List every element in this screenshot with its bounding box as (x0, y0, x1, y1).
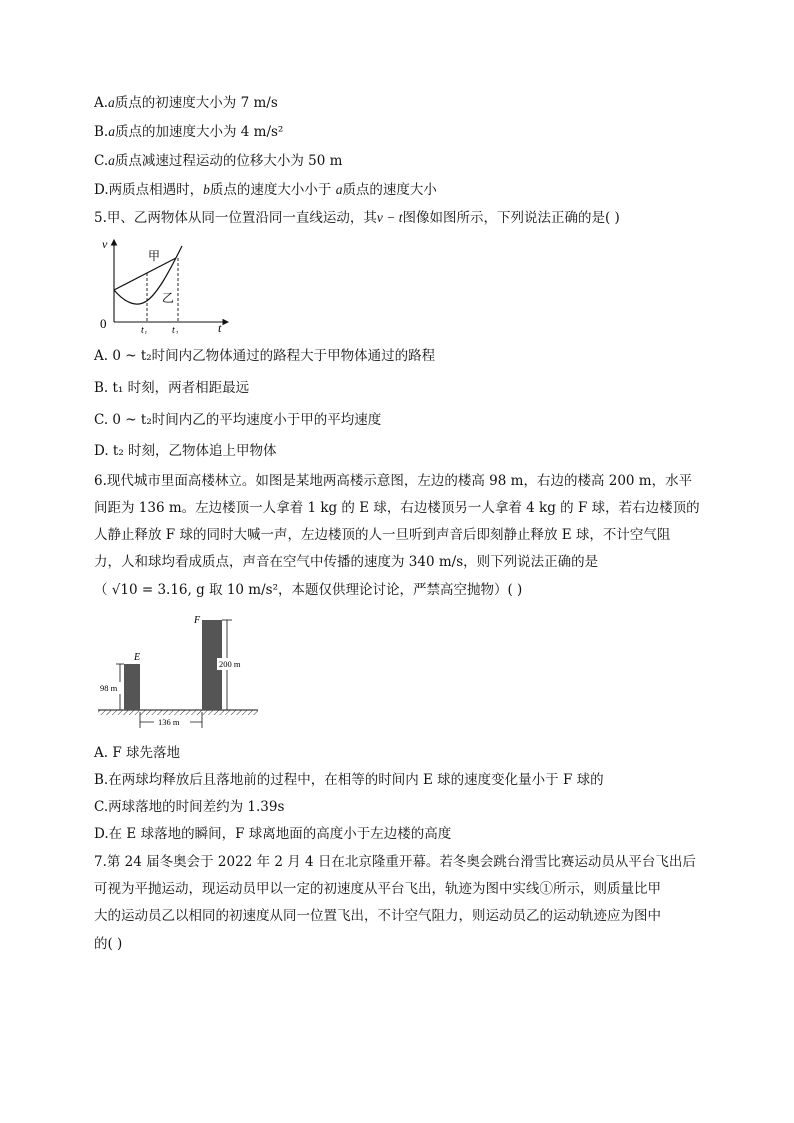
q6-stem-line3: 人静止释放 F 球的同时大喊一声，左边楼顶的人一旦听到声音后即刻静止释放 E 球，不计空气阻 (94, 527, 671, 543)
t-axis-label: t (218, 321, 222, 334)
label-jia: 甲 (148, 249, 161, 263)
v-axis-label: v (102, 237, 108, 251)
q6-stem-line4: 力，人和球均看成质点，声音在空气中传播的速度为 340 m/s，则下列说法正确的是 (94, 554, 599, 570)
q5-option-b: B. t₁ 时刻，两者相距最远 (94, 380, 250, 396)
q6-option-a: A. F 球先落地 (94, 745, 180, 761)
q6-option-d: D.在 E 球落地的瞬间，F 球离地面的高度小于左边楼的高度 (94, 826, 452, 842)
right-height-label: 200 m (219, 659, 241, 669)
left-building (124, 664, 140, 710)
t2-label: t₂ (172, 325, 179, 334)
q6-stem-line5: （ √10 = 3.16, g 取 10 m/s²，本题仅供理论讨论，严禁高空抛物）( ) (94, 582, 523, 598)
label-f: F (194, 615, 201, 626)
q7-stem-line2: 可视为平抛运动，现运动员甲以一定的初速度从平台飞出，轨迹为图中实线①所示，则质量比甲 (94, 881, 661, 897)
label-e: E (134, 652, 141, 663)
q6-stem-line2: 间距为 136 m。左边楼顶一人拿着 1 kg 的 E 球，右边楼顶另一人拿着 4 kg 的 F 球，若右边楼顶的 (94, 500, 700, 516)
q4-option-c: C.a质点减速过程运动的位移大小为 50 m (94, 153, 343, 169)
q7-stem-line3: 大的运动员乙以相同的初速度从同一位置飞出，不计空气阻力，则运动员乙的运动轨迹应为图中 (94, 908, 661, 924)
ground-hatch (98, 710, 258, 715)
q7-stem-line1: 7.第 24 届冬奥会于 2022 年 2 月 4 日在北京隆重开幕。若冬奥会跳台滑雪比赛运动员从平台飞出后 (94, 854, 696, 870)
q5-option-d: D. t₂ 时刻，乙物体追上甲物体 (94, 443, 277, 459)
label-yi: 乙 (162, 291, 175, 305)
q6-option-b: B.在两球均释放后且落地前的过程中，在相等的时间内 E 球的速度变化量小于 F 球的 (94, 772, 604, 788)
q5-vt-graph (96, 236, 236, 334)
t1-label: t₁ (141, 325, 148, 334)
q4-option-b: B.a质点的加速度大小为 4 m/s² (94, 124, 284, 140)
q6-option-c: C.两球落地的时间差约为 1.39s (94, 799, 285, 815)
q5-option-a: A. 0 ~ t₂时间内乙物体通过的路程大于甲物体通过的路程 (94, 348, 436, 364)
q7-stem-line4: 的( ) (94, 936, 123, 952)
left-height-label: 98 m (100, 683, 118, 693)
origin-label: 0 (100, 316, 107, 331)
q5-option-c: C. 0 ~ t₂时间内乙的平均速度小于甲的平均速度 (94, 412, 382, 428)
q5-stem: 5.甲、乙两物体从同一位置沿同一直线运动，其v − t图像如图所示，下列说法正确的是( ) (94, 210, 620, 226)
q4-option-d: D.两质点相遇时，b质点的速度大小小于 a质点的速度大小 (94, 182, 437, 198)
q6-buildings-figure (96, 612, 262, 734)
gap-label: 136 m (158, 717, 180, 727)
q6-stem-line1: 6.现代城市里面高楼林立。如图是某地两高楼示意图，左边的楼高 98 m，右边的楼高 200 m，水平 (94, 473, 693, 489)
q4-option-a: A.a质点的初速度大小为 7 m/s (94, 95, 278, 111)
